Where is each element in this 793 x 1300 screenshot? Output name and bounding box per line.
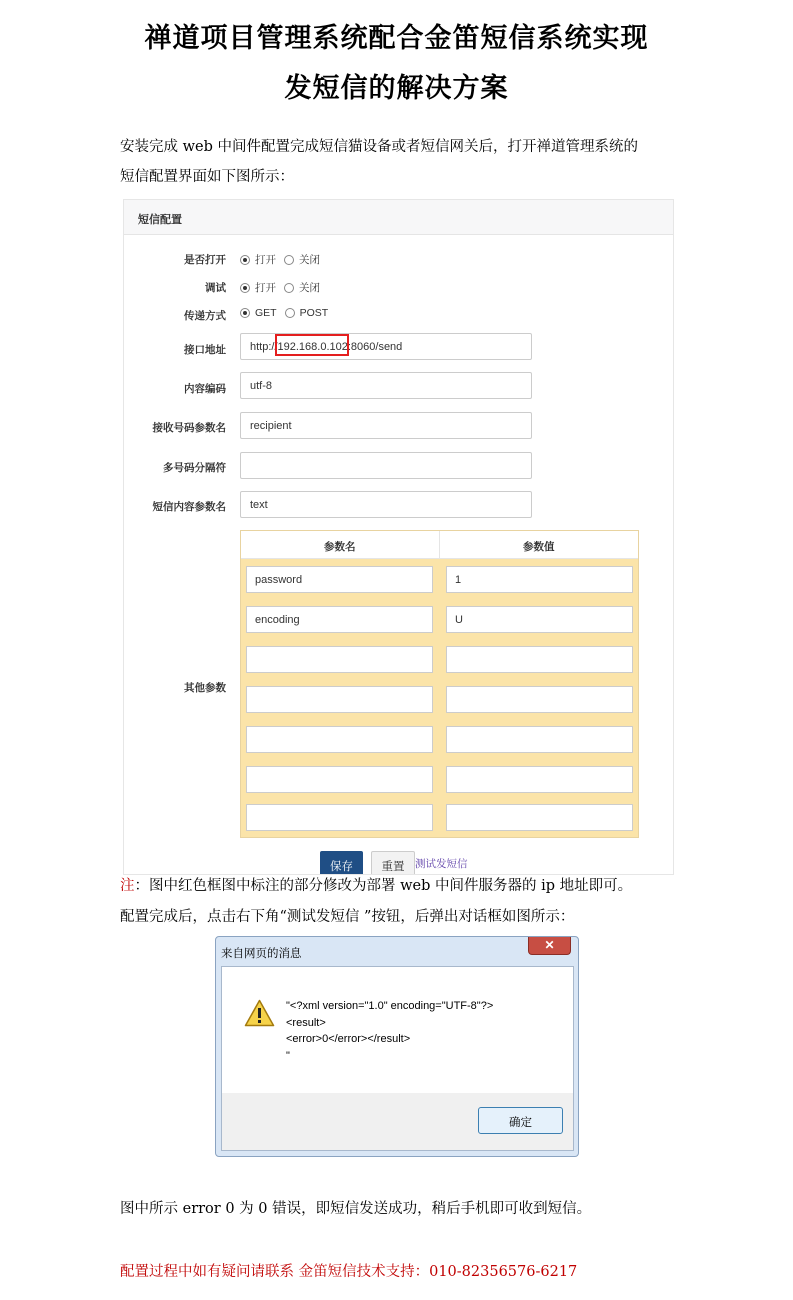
- param-value-header: 参数值: [523, 541, 555, 553]
- message-line: "<?xml version="1.0" encoding="UTF-8"?>: [286, 1000, 494, 1012]
- document-title-line-2: 发短信的解决方案: [284, 73, 509, 104]
- after-config-line: 配置完成后，点击右下角“测试发短信 ”按钮，后弹出对话框如图所示：: [120, 909, 575, 925]
- reset-button[interactable]: 重置: [371, 851, 415, 875]
- save-button[interactable]: 保存: [320, 851, 363, 875]
- radio-unchecked-icon: [284, 283, 294, 293]
- recipient-param-label: 接收号码参数名: [152, 422, 226, 434]
- params-table-header: [241, 531, 638, 559]
- param-value-input[interactable]: [446, 766, 633, 793]
- other-params-label: 其他参数: [184, 682, 226, 694]
- param-name-input[interactable]: password: [246, 566, 433, 593]
- separator-input[interactable]: [240, 452, 532, 479]
- param-name-input[interactable]: encoding: [246, 606, 433, 633]
- enabled-radio-group: [240, 252, 328, 267]
- panel-title: 短信配置: [124, 200, 673, 235]
- debug-option-off[interactable]: 关闭: [284, 280, 320, 295]
- alert-dialog: [215, 936, 579, 1157]
- radio-unchecked-icon: [284, 255, 294, 265]
- encoding-input[interactable]: utf-8: [240, 372, 532, 399]
- other-params-table: [240, 530, 639, 838]
- enabled-label: 是否打开: [184, 254, 226, 266]
- debug-radio-group: [240, 280, 328, 295]
- enabled-option-on[interactable]: 打开: [240, 252, 276, 267]
- dialog-title: 来自网页的消息: [221, 948, 302, 960]
- separator-label: 多号码分隔符: [163, 462, 226, 474]
- note-line: [120, 871, 632, 901]
- param-name-input[interactable]: [246, 804, 433, 831]
- param-value-input[interactable]: [446, 686, 633, 713]
- message-line: <error>0</error></result>: [286, 1033, 411, 1045]
- param-name-input[interactable]: [246, 726, 433, 753]
- radio-unchecked-icon: [285, 308, 295, 318]
- note-text: ：图中红色框图中标注的部分修改为部署 web 中间件服务器的 ip 地址即可。: [134, 878, 633, 894]
- contact-text: 配置过程中如有疑问请联系 金笛短信技术支持：010-82356576-6217: [120, 1264, 578, 1280]
- param-value-input[interactable]: [446, 804, 633, 831]
- api-url-label: 接口地址: [184, 344, 226, 356]
- param-value-input[interactable]: 1: [446, 566, 633, 593]
- content-param-input[interactable]: text: [240, 491, 532, 518]
- enabled-option-off[interactable]: 关闭: [284, 252, 320, 267]
- intro-line-2: 短信配置界面如下图所示：: [120, 169, 294, 185]
- recipient-param-input[interactable]: recipient: [240, 412, 532, 439]
- sms-config-screenshot: [123, 199, 674, 875]
- dialog-message: [286, 998, 493, 1064]
- ip-highlight-box: [275, 334, 349, 356]
- param-name-input[interactable]: [246, 766, 433, 793]
- test-sms-link[interactable]: 测试发短信: [415, 858, 468, 870]
- param-name-input[interactable]: [246, 686, 433, 713]
- method-option-post[interactable]: POST: [285, 307, 329, 319]
- warning-icon: [244, 999, 275, 1027]
- message-line: ": [286, 1049, 290, 1062]
- debug-label: 调试: [205, 282, 226, 294]
- method-option-get[interactable]: GET: [240, 307, 277, 319]
- radio-checked-icon: [240, 255, 250, 265]
- encoding-label: 内容编码: [184, 383, 226, 395]
- method-radio-group: [240, 307, 336, 319]
- radio-checked-icon: [240, 283, 250, 293]
- param-name-header: 参数名: [241, 531, 440, 558]
- ok-button[interactable]: 确定: [478, 1107, 563, 1134]
- result-text: 图中所示 error 0 为 0 错误，即短信发送成功，稍后手机即可收到短信。: [120, 1201, 592, 1217]
- method-label: 传递方式: [184, 310, 226, 322]
- note-prefix: 注: [120, 878, 135, 894]
- param-name-input[interactable]: [246, 646, 433, 673]
- radio-checked-icon: [240, 308, 250, 318]
- debug-option-on[interactable]: 打开: [240, 280, 276, 295]
- document-title-line-1: 禅道项目管理系统配合金笛短信系统实现: [144, 23, 649, 54]
- intro-line-1: 安装完成 web 中间件配置完成短信猫设备或者短信网关后，打开禅道管理系统的: [120, 139, 638, 155]
- close-icon[interactable]: ✕: [528, 937, 571, 955]
- param-value-input[interactable]: [446, 646, 633, 673]
- content-param-label: 短信内容参数名: [152, 501, 226, 513]
- api-url-input[interactable]: http://192.168.0.102:8060/send: [240, 333, 532, 360]
- param-value-input[interactable]: U: [446, 606, 633, 633]
- message-line: <result>: [286, 1016, 326, 1029]
- param-value-input[interactable]: [446, 726, 633, 753]
